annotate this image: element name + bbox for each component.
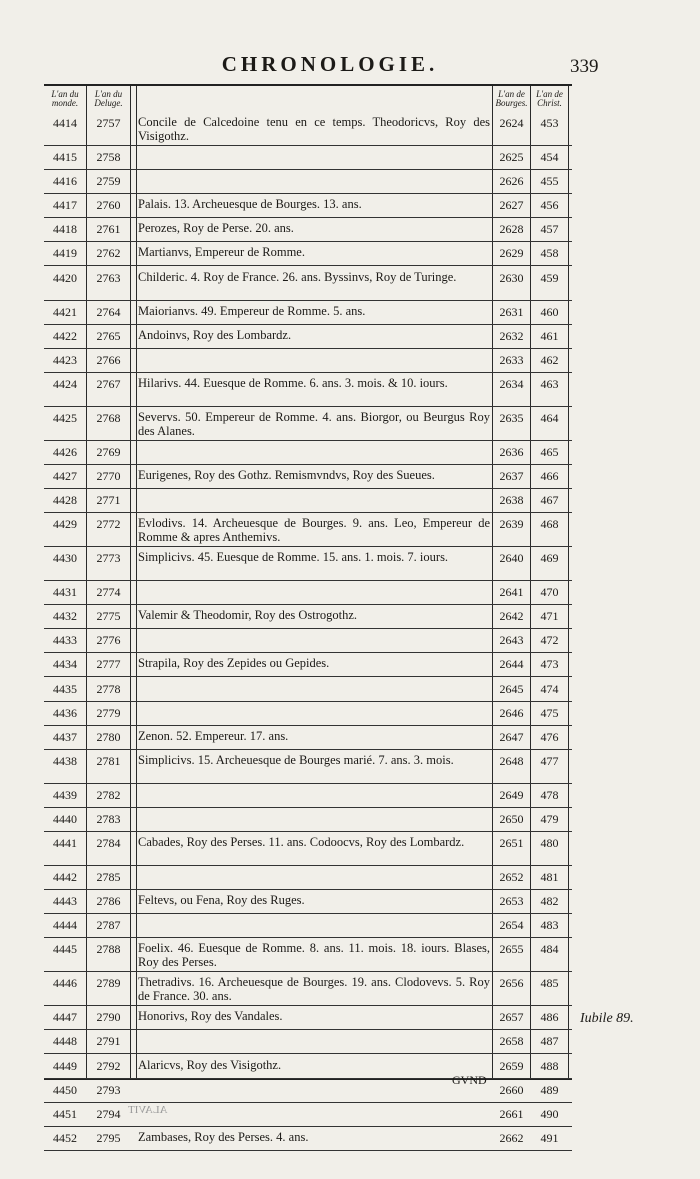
year-of-christ: 479 bbox=[540, 811, 559, 826]
year-of-deluge: 2773 bbox=[96, 551, 121, 566]
year-of-world: 4442 bbox=[53, 870, 77, 884]
year-of-deluge: 2776 bbox=[96, 633, 121, 648]
table-row bbox=[44, 407, 572, 441]
year-of-christ: 482 bbox=[540, 894, 559, 909]
year-of-bourges: 2626 bbox=[499, 174, 524, 189]
table-row bbox=[44, 972, 572, 1006]
table-row bbox=[44, 547, 572, 581]
year-of-world: 4438 bbox=[53, 753, 77, 768]
year-of-world: 4439 bbox=[53, 787, 77, 802]
chronicle-entry: Palais. 13. Archeuesque de Bourges. 13. ans. bbox=[138, 197, 362, 212]
table-row bbox=[44, 218, 572, 242]
table-row bbox=[44, 267, 572, 301]
year-of-bourges: 2627 bbox=[499, 198, 524, 213]
year-of-christ: 471 bbox=[540, 609, 559, 624]
year-of-deluge: 2795 bbox=[96, 1130, 121, 1145]
chronicle-entry: Honorivs, Roy des Vandales. bbox=[138, 1009, 283, 1024]
year-of-world: 4416 bbox=[53, 174, 77, 189]
year-of-world: 4440 bbox=[53, 811, 77, 826]
year-of-world: 4443 bbox=[53, 894, 77, 909]
year-of-world: 4426 bbox=[53, 444, 77, 459]
year-of-deluge: 2783 bbox=[96, 811, 121, 826]
chronicle-entry: Maiorianvs. 49. Empereur de Romme. 5. ans. bbox=[138, 303, 366, 318]
year-of-christ: 460 bbox=[540, 304, 559, 319]
year-of-deluge: 2774 bbox=[96, 585, 121, 600]
header-year-of-deluge: L'an du Deluge. bbox=[94, 89, 123, 108]
table-row bbox=[44, 325, 572, 349]
year-of-christ: 463 bbox=[540, 376, 559, 391]
year-of-world: 4447 bbox=[53, 1010, 77, 1025]
year-of-bourges: 2644 bbox=[499, 657, 524, 672]
year-of-world: 4421 bbox=[53, 304, 77, 319]
chronicle-entry: Perozes, Roy de Perse. 20. ans. bbox=[138, 221, 294, 236]
year-of-deluge: 2788 bbox=[96, 942, 121, 957]
year-of-world: 4429 bbox=[53, 517, 77, 532]
year-of-christ: 466 bbox=[540, 468, 559, 483]
year-of-deluge: 2767 bbox=[96, 376, 121, 391]
year-of-bourges: 2652 bbox=[499, 870, 524, 884]
year-of-christ: 491 bbox=[540, 1130, 559, 1145]
year-of-bourges: 2654 bbox=[499, 918, 524, 933]
year-of-christ: 455 bbox=[540, 174, 559, 189]
year-of-christ: 468 bbox=[540, 517, 559, 532]
table-row bbox=[44, 938, 572, 972]
year-of-bourges: 2642 bbox=[499, 609, 524, 624]
year-of-world: 4432 bbox=[53, 609, 77, 624]
year-of-bourges: 2660 bbox=[499, 1082, 524, 1097]
year-of-deluge: 2787 bbox=[96, 918, 121, 933]
year-of-christ: 475 bbox=[540, 705, 559, 720]
year-of-bourges: 2650 bbox=[499, 811, 524, 826]
year-of-world: 4423 bbox=[53, 352, 77, 367]
year-of-deluge: 2763 bbox=[96, 270, 121, 285]
year-of-deluge: 2775 bbox=[96, 609, 121, 624]
year-of-deluge: 2784 bbox=[96, 836, 121, 850]
year-of-deluge: 2792 bbox=[96, 1058, 121, 1073]
table-row bbox=[44, 242, 572, 266]
chronicle-entry: Severvs. 50. Empereur de Romme. 4. ans. Biorgor, ou Beurgus Roy des Alanes. bbox=[138, 409, 490, 438]
year-of-bourges: 2648 bbox=[499, 753, 524, 768]
chronicle-entry: Zenon. 52. Empereur. 17. ans. bbox=[138, 728, 289, 743]
chronicle-entry: Alaricvs, Roy des Visigothz. bbox=[138, 1057, 282, 1072]
year-of-christ: 456 bbox=[540, 198, 559, 213]
year-of-deluge: 2758 bbox=[96, 150, 121, 164]
year-of-bourges: 2638 bbox=[499, 493, 524, 507]
year-of-deluge: 2791 bbox=[96, 1034, 121, 1049]
table-row bbox=[44, 702, 572, 726]
year-of-deluge: 2777 bbox=[96, 657, 121, 672]
header-year-of-bourges: L'an de Bourges. bbox=[495, 89, 528, 108]
chronicle-entry: Childeric. 4. Roy de France. 26. ans. Byssinvs, Roy de Turinge. bbox=[138, 269, 457, 284]
year-of-world: 4451 bbox=[53, 1106, 77, 1121]
year-of-bourges: 2658 bbox=[499, 1034, 524, 1049]
year-of-world: 4446 bbox=[53, 976, 77, 991]
chronicle-entry: Thetradivs. 16. Archeuesque de Bourges. 19. ans. Clodovevs. 5. Roy de France. 30. ans. bbox=[138, 975, 490, 1004]
year-of-christ: 462 bbox=[540, 352, 559, 367]
year-of-christ: 481 bbox=[540, 870, 559, 884]
year-of-bourges: 2645 bbox=[499, 681, 524, 696]
header-year-of-world: L'an du monde. bbox=[51, 89, 79, 108]
year-of-bourges: 2628 bbox=[499, 222, 524, 237]
table-row bbox=[44, 629, 572, 653]
year-of-christ: 480 bbox=[540, 836, 559, 850]
year-of-world: 4430 bbox=[53, 551, 77, 566]
year-of-bourges: 2632 bbox=[499, 328, 524, 343]
chronicle-entry: Hilarivs. 44. Euesque de Romme. 6. ans. 3. mois. & 10. iours. bbox=[138, 375, 448, 390]
year-of-christ: 453 bbox=[540, 116, 559, 130]
table-row bbox=[44, 1055, 572, 1079]
chronicle-entry: Cabades, Roy des Perses. 11. ans. Codoocvs, Roy des Lombardz. bbox=[138, 835, 465, 849]
table-row bbox=[44, 890, 572, 914]
year-of-world: 4452 bbox=[53, 1130, 77, 1145]
year-of-deluge: 2780 bbox=[96, 729, 121, 744]
table-row bbox=[44, 1006, 572, 1030]
table-row bbox=[44, 726, 572, 750]
year-of-christ: 483 bbox=[540, 918, 559, 933]
chronicle-entry: Valemir & Theodomir, Roy des Ostrogothz. bbox=[138, 608, 358, 623]
chronicle-entry: Concile de Calcedoine tenu en ce temps. Theodoricvs, Roy des Visigothz. bbox=[138, 115, 490, 143]
chronicle-entry: Andoinvs, Roy des Lombardz. bbox=[138, 327, 292, 342]
year-of-deluge: 2769 bbox=[96, 444, 121, 459]
row-rule bbox=[44, 1150, 572, 1151]
year-of-bourges: 2659 bbox=[499, 1058, 524, 1073]
year-of-bourges: 2655 bbox=[499, 942, 524, 957]
chronicle-entry: Foelix. 46. Euesque de Romme. 8. ans. 11. mois. 18. iours. Blases, Roy des Perses. bbox=[138, 941, 490, 970]
year-of-bourges: 2625 bbox=[499, 150, 524, 164]
year-of-bourges: 2631 bbox=[499, 304, 524, 319]
table-row bbox=[44, 112, 572, 146]
year-of-deluge: 2764 bbox=[96, 304, 121, 319]
year-of-christ: 454 bbox=[540, 150, 559, 164]
year-of-deluge: 2761 bbox=[96, 222, 121, 237]
year-of-world: 4436 bbox=[53, 705, 77, 720]
table-row bbox=[44, 441, 572, 465]
year-of-deluge: 2793 bbox=[96, 1082, 121, 1097]
year-of-world: 4415 bbox=[53, 150, 77, 164]
year-of-deluge: 2790 bbox=[96, 1010, 121, 1025]
table-row bbox=[44, 146, 572, 170]
table-row bbox=[44, 832, 572, 866]
table-row bbox=[44, 1127, 572, 1151]
chronicle-entry: Strapila, Roy des Zepides ou Gepides. bbox=[138, 656, 330, 671]
year-of-bourges: 2639 bbox=[499, 517, 524, 532]
margin-note: Iubile 89. bbox=[580, 1011, 634, 1026]
table-row bbox=[44, 581, 572, 605]
year-of-bourges: 2657 bbox=[499, 1010, 524, 1025]
year-of-deluge: 2770 bbox=[96, 468, 121, 483]
year-of-world: 4441 bbox=[53, 836, 77, 850]
year-of-bourges: 2646 bbox=[499, 705, 524, 720]
year-of-world: 4424 bbox=[53, 376, 77, 391]
year-of-christ: 487 bbox=[540, 1034, 559, 1049]
year-of-bourges: 2641 bbox=[499, 585, 524, 600]
year-of-bourges: 2630 bbox=[499, 270, 524, 285]
year-of-deluge: 2786 bbox=[96, 894, 121, 909]
year-of-world: 4420 bbox=[53, 270, 77, 285]
year-of-bourges: 2651 bbox=[499, 836, 524, 850]
year-of-deluge: 2768 bbox=[96, 410, 121, 425]
table-row bbox=[44, 513, 572, 547]
year-of-world: 4428 bbox=[53, 493, 77, 507]
year-of-deluge: 2781 bbox=[96, 753, 121, 768]
year-of-deluge: 2765 bbox=[96, 328, 121, 343]
table-row bbox=[44, 784, 572, 808]
year-of-world: 4445 bbox=[53, 942, 77, 957]
year-of-bourges: 2656 bbox=[499, 976, 524, 991]
year-of-christ: 469 bbox=[540, 551, 559, 566]
year-of-world: 4419 bbox=[53, 246, 77, 261]
table-row bbox=[44, 914, 572, 938]
table-row bbox=[44, 1030, 572, 1054]
year-of-bourges: 2661 bbox=[499, 1106, 524, 1121]
year-of-world: 4444 bbox=[53, 918, 77, 933]
year-of-deluge: 2785 bbox=[96, 870, 121, 884]
year-of-deluge: 2771 bbox=[96, 493, 121, 507]
header-year-of-christ: L'an de Christ. bbox=[536, 89, 563, 108]
table-row bbox=[44, 750, 572, 784]
table-row bbox=[44, 465, 572, 489]
year-of-world: 4434 bbox=[53, 657, 77, 672]
table-row bbox=[44, 373, 572, 407]
chronicle-entry: Martianvs, Empereur de Romme. bbox=[138, 245, 305, 260]
year-of-deluge: 2779 bbox=[96, 705, 121, 720]
year-of-christ: 457 bbox=[540, 222, 559, 237]
table-row bbox=[44, 808, 572, 832]
year-of-world: 4435 bbox=[53, 681, 77, 696]
year-of-deluge: 2778 bbox=[96, 681, 121, 696]
year-of-world: 4431 bbox=[53, 585, 77, 600]
year-of-world: 4414 bbox=[53, 116, 77, 130]
table-row bbox=[44, 866, 572, 890]
year-of-christ: 465 bbox=[540, 444, 559, 459]
year-of-deluge: 2794 bbox=[96, 1106, 121, 1121]
year-of-deluge: 2759 bbox=[96, 174, 121, 189]
year-of-christ: 470 bbox=[540, 585, 559, 600]
year-of-deluge: 2757 bbox=[96, 116, 121, 130]
year-of-christ: 459 bbox=[540, 270, 559, 285]
page-number: 339 bbox=[570, 56, 599, 77]
year-of-bourges: 2629 bbox=[499, 246, 524, 261]
year-of-christ: 486 bbox=[540, 1010, 559, 1025]
year-of-world: 4417 bbox=[53, 198, 77, 213]
year-of-deluge: 2782 bbox=[96, 787, 121, 802]
table-row bbox=[44, 194, 572, 218]
running-title: CHRONOLOGIE. bbox=[221, 52, 439, 76]
catchword: GVND bbox=[452, 1073, 487, 1087]
year-of-christ: 477 bbox=[540, 753, 559, 768]
year-of-deluge: 2760 bbox=[96, 198, 121, 213]
table-row bbox=[44, 653, 572, 677]
year-of-world: 4427 bbox=[53, 468, 77, 483]
table-row bbox=[44, 170, 572, 194]
table-row bbox=[44, 1103, 572, 1127]
year-of-christ: 473 bbox=[540, 657, 559, 672]
year-of-christ: 476 bbox=[540, 729, 559, 744]
year-of-world: 4450 bbox=[53, 1082, 77, 1097]
year-of-world: 4437 bbox=[53, 729, 77, 744]
year-of-christ: 467 bbox=[540, 493, 559, 507]
year-of-world: 4425 bbox=[53, 410, 77, 425]
year-of-christ: 490 bbox=[540, 1106, 559, 1121]
chronicle-entry: Simplicivs. 45. Euesque de Romme. 15. ans. 1. mois. 7. iours. bbox=[138, 550, 449, 565]
year-of-world: 4448 bbox=[53, 1034, 77, 1049]
chronicle-entry: Zambases, Roy des Perses. 4. ans. bbox=[138, 1129, 309, 1144]
year-of-world: 4422 bbox=[53, 328, 77, 343]
year-of-bourges: 2653 bbox=[499, 894, 524, 909]
year-of-deluge: 2762 bbox=[96, 246, 121, 261]
chronicle-entry: Eurigenes, Roy des Gothz. Remismvndvs, Roy des Sueues. bbox=[138, 467, 435, 482]
year-of-christ: 474 bbox=[540, 681, 559, 696]
year-of-deluge: 2772 bbox=[96, 517, 121, 532]
year-of-bourges: 2624 bbox=[499, 116, 524, 130]
year-of-christ: 461 bbox=[540, 328, 559, 343]
chronicle-entry: Feltevs, ou Fena, Roy des Ruges. bbox=[138, 893, 305, 908]
year-of-bourges: 2635 bbox=[499, 410, 524, 425]
show-through-text: ALAVIT bbox=[128, 1104, 168, 1116]
year-of-bourges: 2640 bbox=[499, 551, 524, 566]
year-of-deluge: 2789 bbox=[96, 976, 121, 991]
table-row bbox=[44, 489, 572, 513]
table-row bbox=[44, 301, 572, 325]
year-of-bourges: 2636 bbox=[499, 444, 524, 459]
year-of-deluge: 2766 bbox=[96, 352, 121, 367]
year-of-bourges: 2649 bbox=[499, 787, 524, 802]
year-of-bourges: 2643 bbox=[499, 633, 524, 648]
year-of-christ: 472 bbox=[540, 633, 559, 648]
year-of-christ: 488 bbox=[540, 1058, 559, 1073]
year-of-bourges: 2633 bbox=[499, 352, 524, 367]
year-of-christ: 478 bbox=[540, 787, 559, 802]
year-of-world: 4418 bbox=[53, 222, 77, 237]
year-of-world: 4449 bbox=[53, 1058, 77, 1073]
table-row bbox=[44, 605, 572, 629]
year-of-christ: 484 bbox=[540, 942, 559, 957]
table-row bbox=[44, 1079, 572, 1103]
chronicle-entry: Simplicivs. 15. Archeuesque de Bourges marié. 7. ans. 3. mois. bbox=[138, 752, 454, 767]
year-of-christ: 485 bbox=[540, 976, 559, 991]
year-of-christ: 464 bbox=[540, 410, 559, 425]
year-of-bourges: 2637 bbox=[499, 468, 524, 483]
chronicle-entry: Evlodivs. 14. Archeuesque de Bourges. 9. ans. Leo, Empereur de Romme & apres Anthemivs. bbox=[138, 516, 490, 545]
year-of-world: 4433 bbox=[53, 633, 77, 648]
year-of-bourges: 2647 bbox=[499, 729, 524, 744]
year-of-christ: 489 bbox=[540, 1082, 559, 1097]
table-row bbox=[44, 349, 572, 373]
year-of-bourges: 2662 bbox=[499, 1130, 524, 1145]
year-of-bourges: 2634 bbox=[499, 376, 524, 391]
table-row bbox=[44, 678, 572, 702]
year-of-christ: 458 bbox=[540, 246, 559, 261]
